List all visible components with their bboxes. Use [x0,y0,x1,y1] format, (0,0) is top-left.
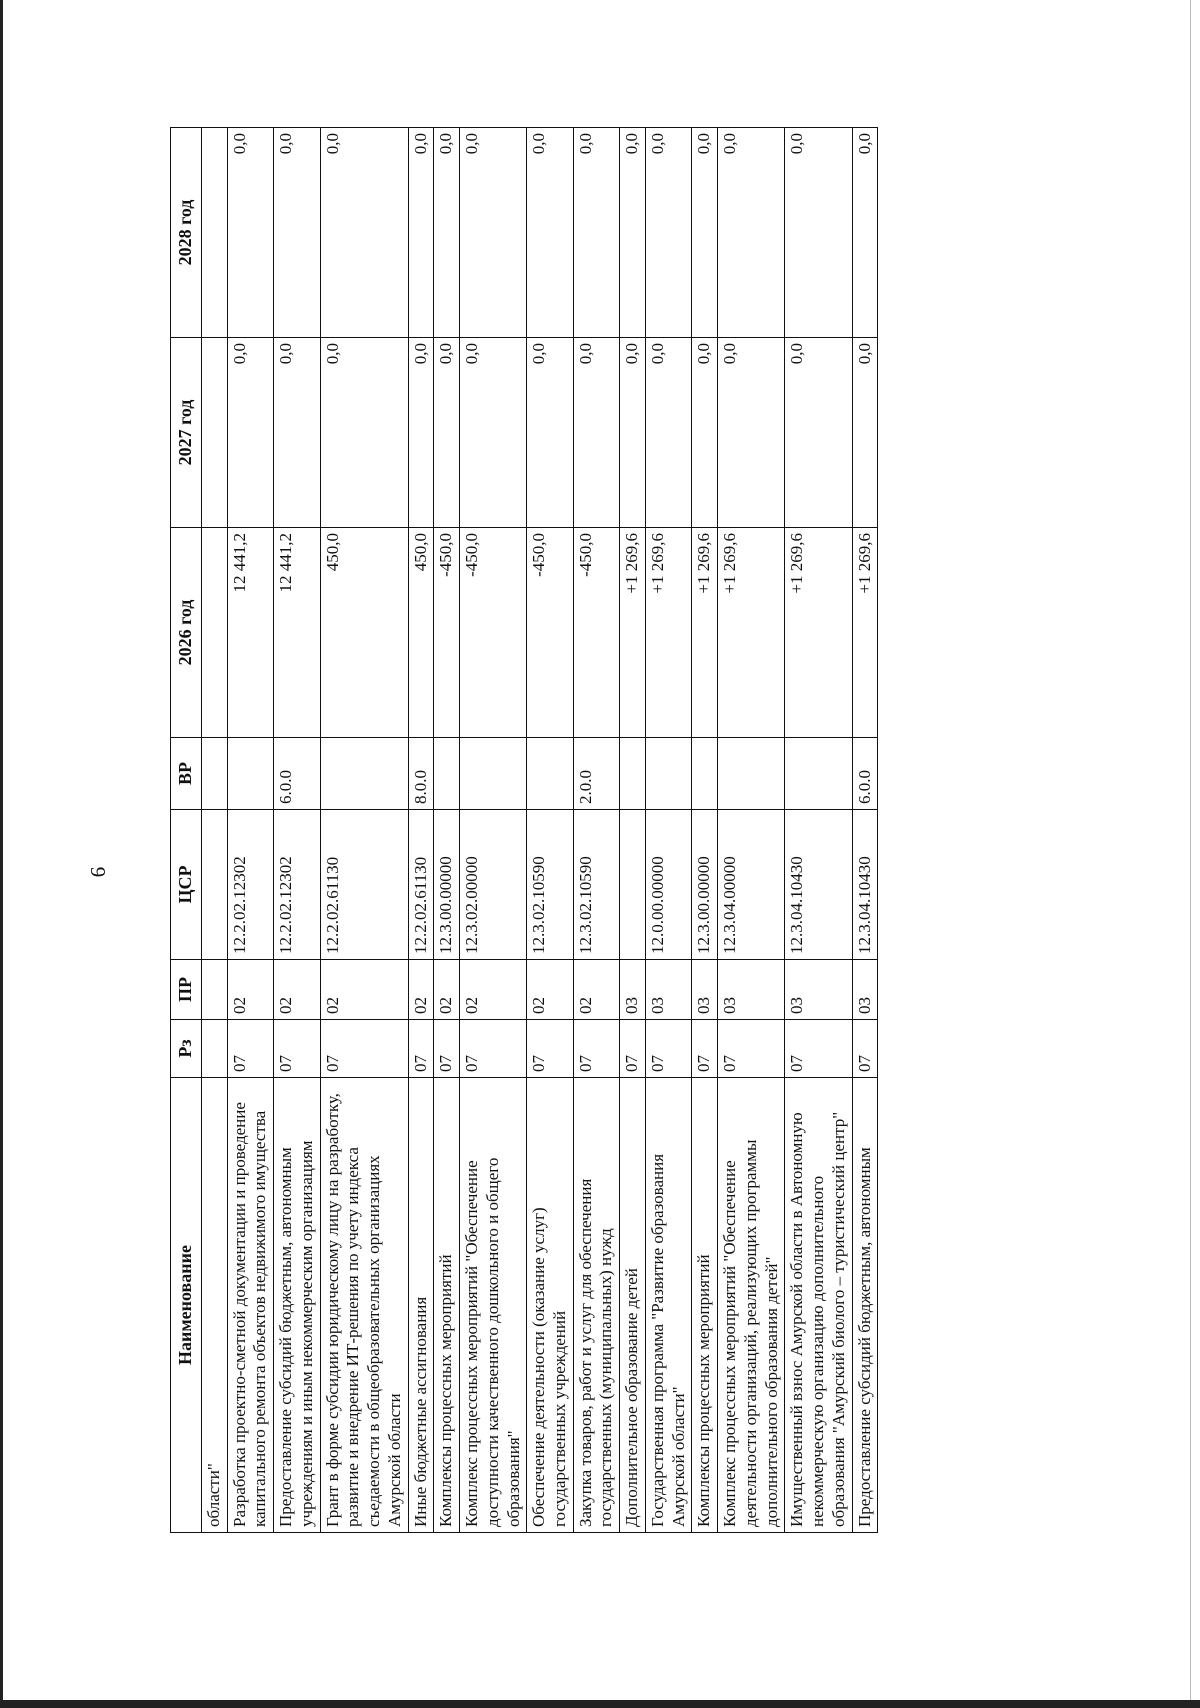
cell-vr: 6.0.0 [274,738,320,810]
cell-csr: 12.2.02.12302 [227,810,273,960]
cell-2028: 0,0 [573,128,619,338]
cell-pr: 02 [408,960,434,1020]
table-row [852,128,878,1533]
cell-2027: 0,0 [852,338,878,528]
scan-bottom-edge [0,1700,1200,1708]
cell-2026: +1 269,6 [692,528,718,738]
cell-vr [434,738,460,810]
cell-2027: 0,0 [408,338,434,528]
cell-2028: 0,0 [434,128,460,338]
cell-rz [201,1020,227,1078]
cell-rz: 07 [573,1020,619,1078]
cell-2026: -450,0 [573,528,619,738]
cell-rz: 07 [718,1020,785,1078]
cell-name: Комплекс процессных мероприятий "Обеспечение деятельности организаций, реализующих программы дополнительного образования детей" [718,1078,785,1533]
cell-name: Иные бюджетные ассигнования [408,1078,434,1533]
header-2026: 2026 год [171,528,202,738]
cell-2027: 0,0 [527,338,573,528]
cell-csr [201,810,227,960]
table-row [434,128,460,1533]
scan-right-edge [1190,0,1191,1708]
cell-pr: 02 [460,960,527,1020]
cell-2026: +1 269,6 [852,528,878,738]
cell-name: Предоставление субсидий бюджетным, автономным учреждениям и иным некоммерческим организациям [274,1078,320,1533]
header-vr: ВР [171,738,202,810]
header-csr: ЦСР [171,810,202,960]
cell-name: Закупка товаров, работ и услуг для обеспечения государственных (муниципальных) нужд [573,1078,619,1533]
cell-2028: 0,0 [274,128,320,338]
cell-2027: 0,0 [274,338,320,528]
cell-2028: 0,0 [320,128,408,338]
cell-2028: 0,0 [227,128,273,338]
table-row [785,128,852,1533]
cell-pr: 02 [227,960,273,1020]
cell-csr: 12.3.02.10590 [527,810,573,960]
cell-rz: 07 [852,1020,878,1078]
cell-pr: 02 [527,960,573,1020]
cell-2026: -450,0 [460,528,527,738]
cell-name: Государственная программа "Развитие образования Амурской области" [645,1078,691,1533]
cell-2027: 0,0 [434,338,460,528]
cell-name: Комплексы процессных мероприятий [692,1078,718,1533]
cell-2026: +1 269,6 [620,528,646,738]
cell-rz: 07 [227,1020,273,1078]
rotated-table-wrapper [170,128,1075,1533]
cell-csr: 12.3.04.10430 [852,810,878,960]
cell-2026 [201,528,227,738]
cell-name: Дополнительное образование детей [620,1078,646,1533]
cell-2027: 0,0 [718,338,785,528]
cell-csr [620,810,646,960]
cell-vr: 2.0.0 [573,738,619,810]
cell-name: Разработка проектно-сметной документации и проведение капитального ремонта объектов недвижимого имущества [227,1078,273,1533]
cell-csr: 12.3.00.00000 [692,810,718,960]
cell-2027: 0,0 [227,338,273,528]
cell-rz: 07 [460,1020,527,1078]
cell-pr: 03 [785,960,852,1020]
cell-2028: 0,0 [692,128,718,338]
cell-2028: 0,0 [408,128,434,338]
cell-vr: 6.0.0 [852,738,878,810]
cell-pr: 02 [320,960,408,1020]
cell-2026: -450,0 [527,528,573,738]
cell-2028: 0,0 [620,128,646,338]
cell-pr: 03 [852,960,878,1020]
cell-rz: 07 [320,1020,408,1078]
cell-vr [460,738,527,810]
cell-name: Обеспечение деятельности (оказание услуг) государственных учреждений [527,1078,573,1533]
cell-csr: 12.2.02.12302 [274,810,320,960]
cell-rz: 07 [620,1020,646,1078]
cell-csr: 12.3.02.10590 [573,810,619,960]
cell-2028: 0,0 [852,128,878,338]
cell-2026: +1 269,6 [645,528,691,738]
table-row [408,128,434,1533]
cell-vr [620,738,646,810]
cell-vr [645,738,691,810]
table-row [620,128,646,1533]
table-row [527,128,573,1533]
header-name: Наименование [171,1078,202,1533]
cell-2027: 0,0 [573,338,619,528]
cell-2028 [201,128,227,338]
cell-2027 [201,338,227,528]
cell-vr [785,738,852,810]
cell-csr: 12.0.00.00000 [645,810,691,960]
table-row [692,128,718,1533]
table-row [460,128,527,1533]
table-row [201,128,227,1533]
cell-vr [227,738,273,810]
cell-rz: 07 [274,1020,320,1078]
cell-pr [201,960,227,1020]
cell-name: Комплексы процессных мероприятий [434,1078,460,1533]
table-header-row [171,128,202,1533]
cell-2027: 0,0 [645,338,691,528]
cell-2026: 450,0 [408,528,434,738]
cell-csr: 12.2.02.61130 [320,810,408,960]
cell-2028: 0,0 [785,128,852,338]
header-2027: 2027 год [171,338,202,528]
table-row [227,128,273,1533]
cell-csr: 12.2.02.61130 [408,810,434,960]
cell-2027: 0,0 [785,338,852,528]
cell-name: Грант в форме субсидии юридическому лицу на разработку, развитие и внедрение ИТ-решения по учету индекса съедаемости в общеобразовательных организациях Амурской области [320,1078,408,1533]
table-row [645,128,691,1533]
table-row [718,128,785,1533]
cell-2028: 0,0 [645,128,691,338]
cell-vr: 8.0.0 [408,738,434,810]
cell-vr [692,738,718,810]
cell-2026: 450,0 [320,528,408,738]
header-rz: Рз [171,1020,202,1078]
cell-name: области" [201,1078,227,1533]
cell-pr: 02 [434,960,460,1020]
cell-rz: 07 [527,1020,573,1078]
cell-rz: 07 [645,1020,691,1078]
cell-2027: 0,0 [620,338,646,528]
header-2028: 2028 год [171,128,202,338]
cell-2026: 12 441,2 [227,528,273,738]
cell-rz: 07 [434,1020,460,1078]
cell-pr: 02 [274,960,320,1020]
cell-csr: 12.3.02.00000 [460,810,527,960]
cell-2026: +1 269,6 [718,528,785,738]
cell-pr: 03 [692,960,718,1020]
cell-2028: 0,0 [527,128,573,338]
cell-2026: 12 441,2 [274,528,320,738]
cell-2027: 0,0 [692,338,718,528]
cell-pr: 03 [718,960,785,1020]
cell-vr [201,738,227,810]
cell-vr [718,738,785,810]
table-row [320,128,408,1533]
cell-vr [320,738,408,810]
table-row [274,128,320,1533]
cell-2026: +1 269,6 [785,528,852,738]
budget-table [170,127,878,1533]
page-number: 9 [86,866,110,878]
cell-name: Комплекс процессных мероприятий "Обеспечение доступности качественного дошкольного и общего образования" [460,1078,527,1533]
cell-csr: 12.3.04.00000 [718,810,785,960]
cell-rz: 07 [408,1020,434,1078]
cell-pr: 02 [573,960,619,1020]
header-pr: ПР [171,960,202,1020]
cell-name: Предоставление субсидий бюджетным, автономным [852,1078,878,1533]
cell-csr: 12.3.00.00000 [434,810,460,960]
scan-left-edge [0,0,3,1708]
cell-2026: -450,0 [434,528,460,738]
table-row [573,128,619,1533]
cell-2028: 0,0 [718,128,785,338]
cell-2028: 0,0 [460,128,527,338]
cell-rz: 07 [692,1020,718,1078]
cell-name: Имущественный взнос Амурской области в Автономную некоммерческую организацию дополнительного образования "Амурский биолого – туристический центр" [785,1078,852,1533]
cell-2027: 0,0 [460,338,527,528]
cell-rz: 07 [785,1020,852,1078]
cell-vr [527,738,573,810]
cell-pr: 03 [645,960,691,1020]
cell-csr: 12.3.04.10430 [785,810,852,960]
cell-pr: 03 [620,960,646,1020]
cell-2027: 0,0 [320,338,408,528]
